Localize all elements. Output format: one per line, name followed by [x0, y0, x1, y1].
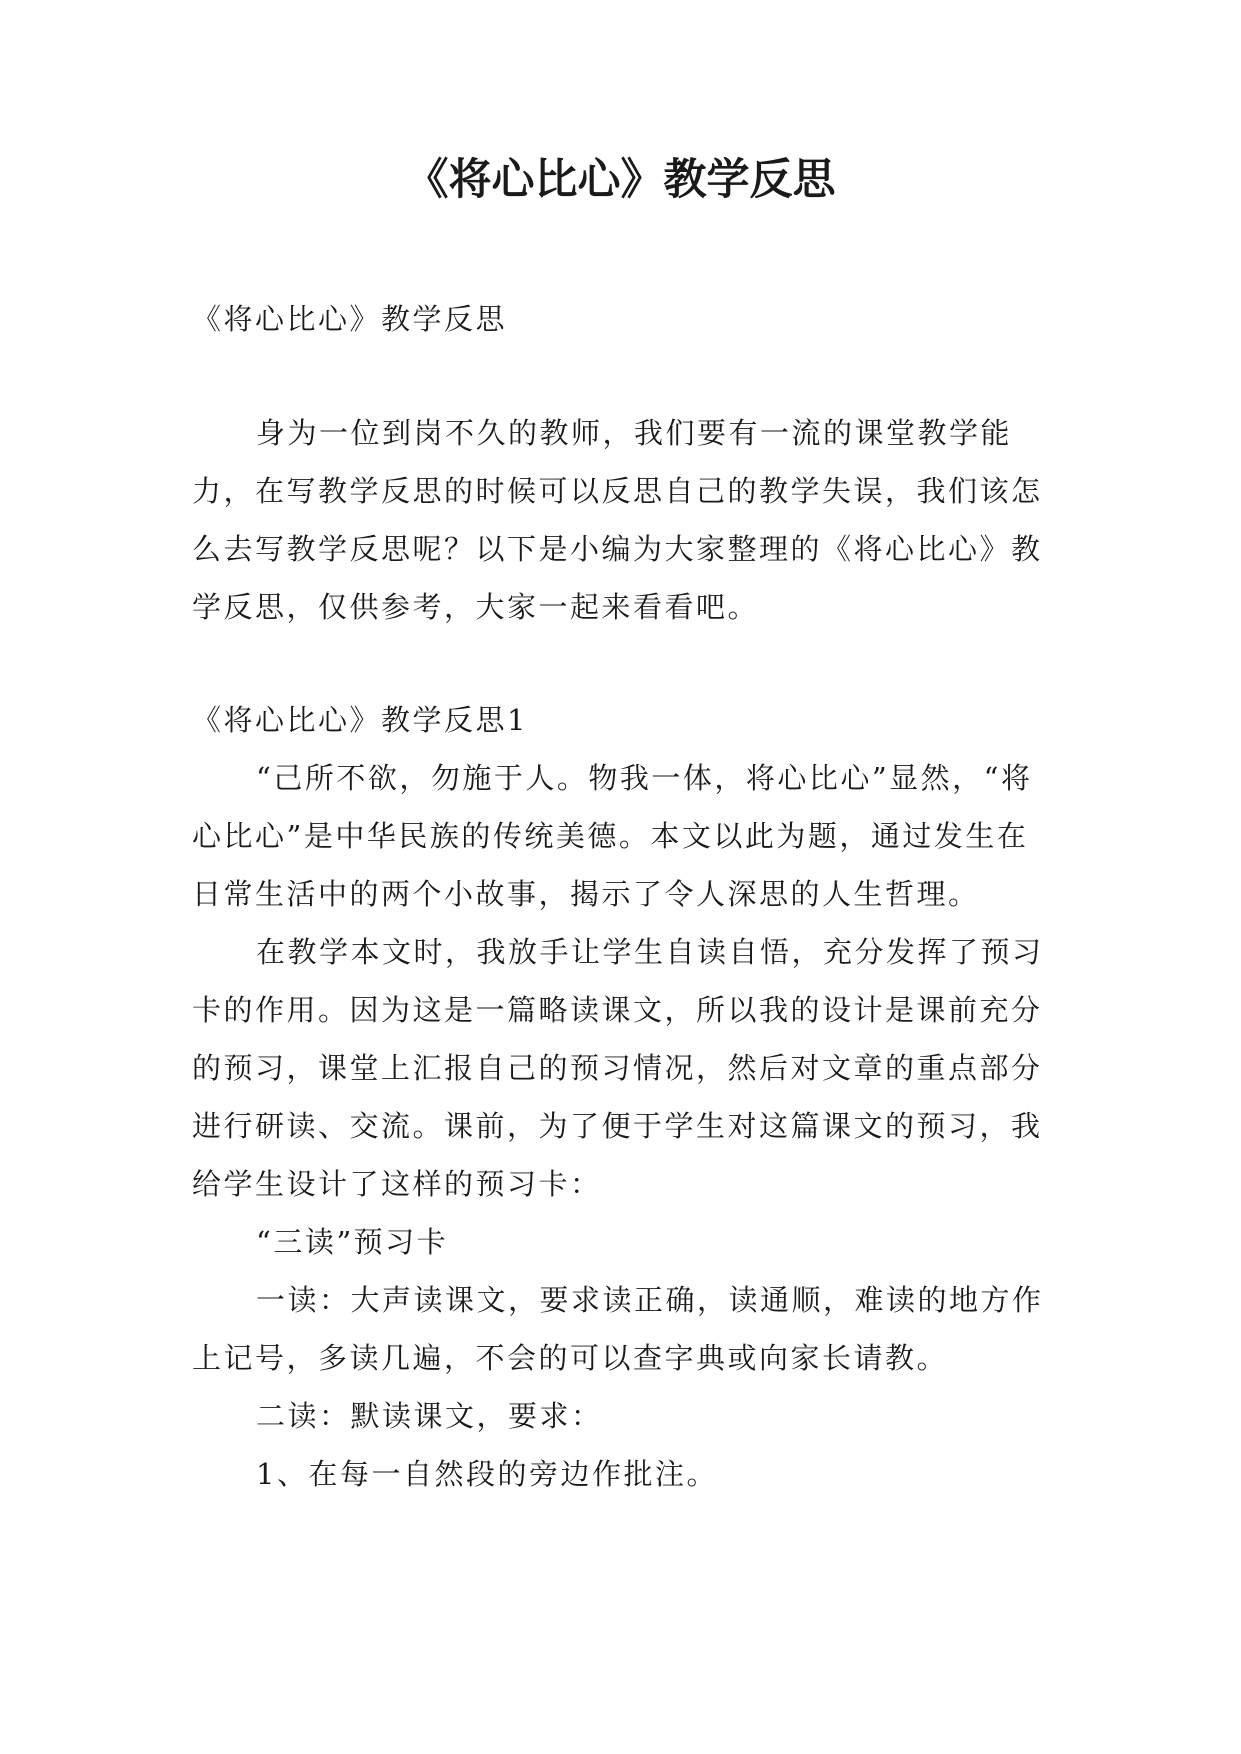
- paragraph: 1、在每一自然段的旁边作批注。: [256, 1457, 718, 1491]
- paragraph: 二读：默读课文，要求：: [256, 1399, 603, 1433]
- intro-paragraph: 身为一位到岗不久的教师，我们要有一流的课堂教学能力，在写教学反思的时候可以反思自己的教学失误，我们该怎么去写教学反思呢？以下是小编为大家整理的《将心比心》教学反思，仅供参考，大家一起来看看吧。: [192, 416, 1043, 624]
- preview-card-title: “三读”预习卡: [256, 1225, 449, 1259]
- section-1: [192, 691, 1052, 1503]
- page-title: 《将心比心》教学反思: [405, 155, 836, 205]
- paragraph: “己所不欲，勿施于人。物我一体，将心比心”显然，“将心比心”是中华民族的传统美德。本文以此为题，通过发生在日常生活中的两个小故事，揭示了令人深思的人生哲理。: [192, 761, 1033, 911]
- section-heading: 《将心比心》教学反思1: [192, 703, 528, 737]
- paragraph: 在教学本文时，我放手让学生自读自悟，充分发挥了预习卡的作用。因为这是一篇略读课文，所以我的设计是课前充分的预习，课堂上汇报自己的预习情况，然后对文章的重点部分进行研读、交流。课前，为了便于学生对这篇课文的预习，我给学生设计了这样的预习卡：: [192, 935, 1044, 1201]
- document-subtitle: 《将心比心》教学反思: [192, 302, 508, 336]
- paragraph: 一读：大声读课文，要求读正确，读通顺，难读的地方作上记号，多读几遍，不会的可以查字典或向家长请教。: [192, 1283, 1044, 1375]
